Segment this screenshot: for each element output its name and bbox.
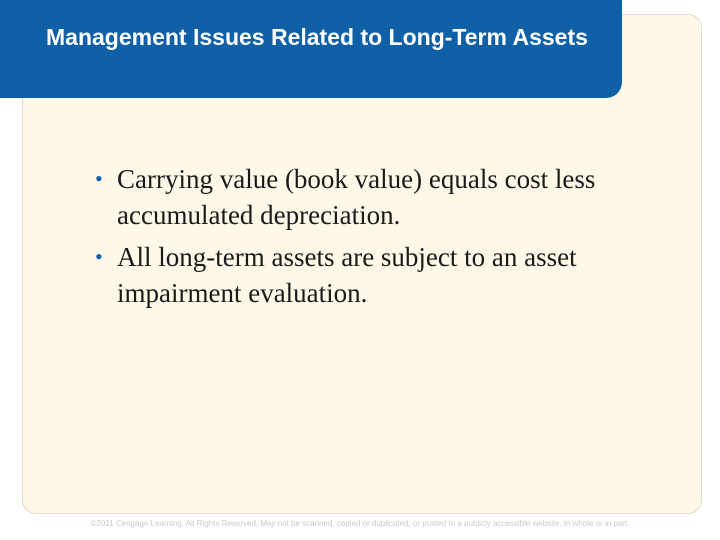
slide-title: Management Issues Related to Long-Term Assets <box>46 24 588 50</box>
bullet-list <box>95 161 695 317</box>
bullet-item <box>95 161 695 233</box>
bullet-icon: • <box>95 166 103 191</box>
bullet-text: All long-term assets are subject to an asset impairment evaluation. <box>117 242 577 308</box>
title-bar <box>0 0 622 98</box>
copyright-footer: ©2011 Cengage Learning. All Rights Reserved. May not be scanned, copied or duplicated, or posted to a publicly accessible website, in whole or in part. <box>90 519 630 528</box>
bullet-text: Carrying value (book value) equals cost less accumulated depreciation. <box>117 164 596 230</box>
bullet-icon: • <box>95 244 103 269</box>
bullet-item <box>95 239 695 311</box>
